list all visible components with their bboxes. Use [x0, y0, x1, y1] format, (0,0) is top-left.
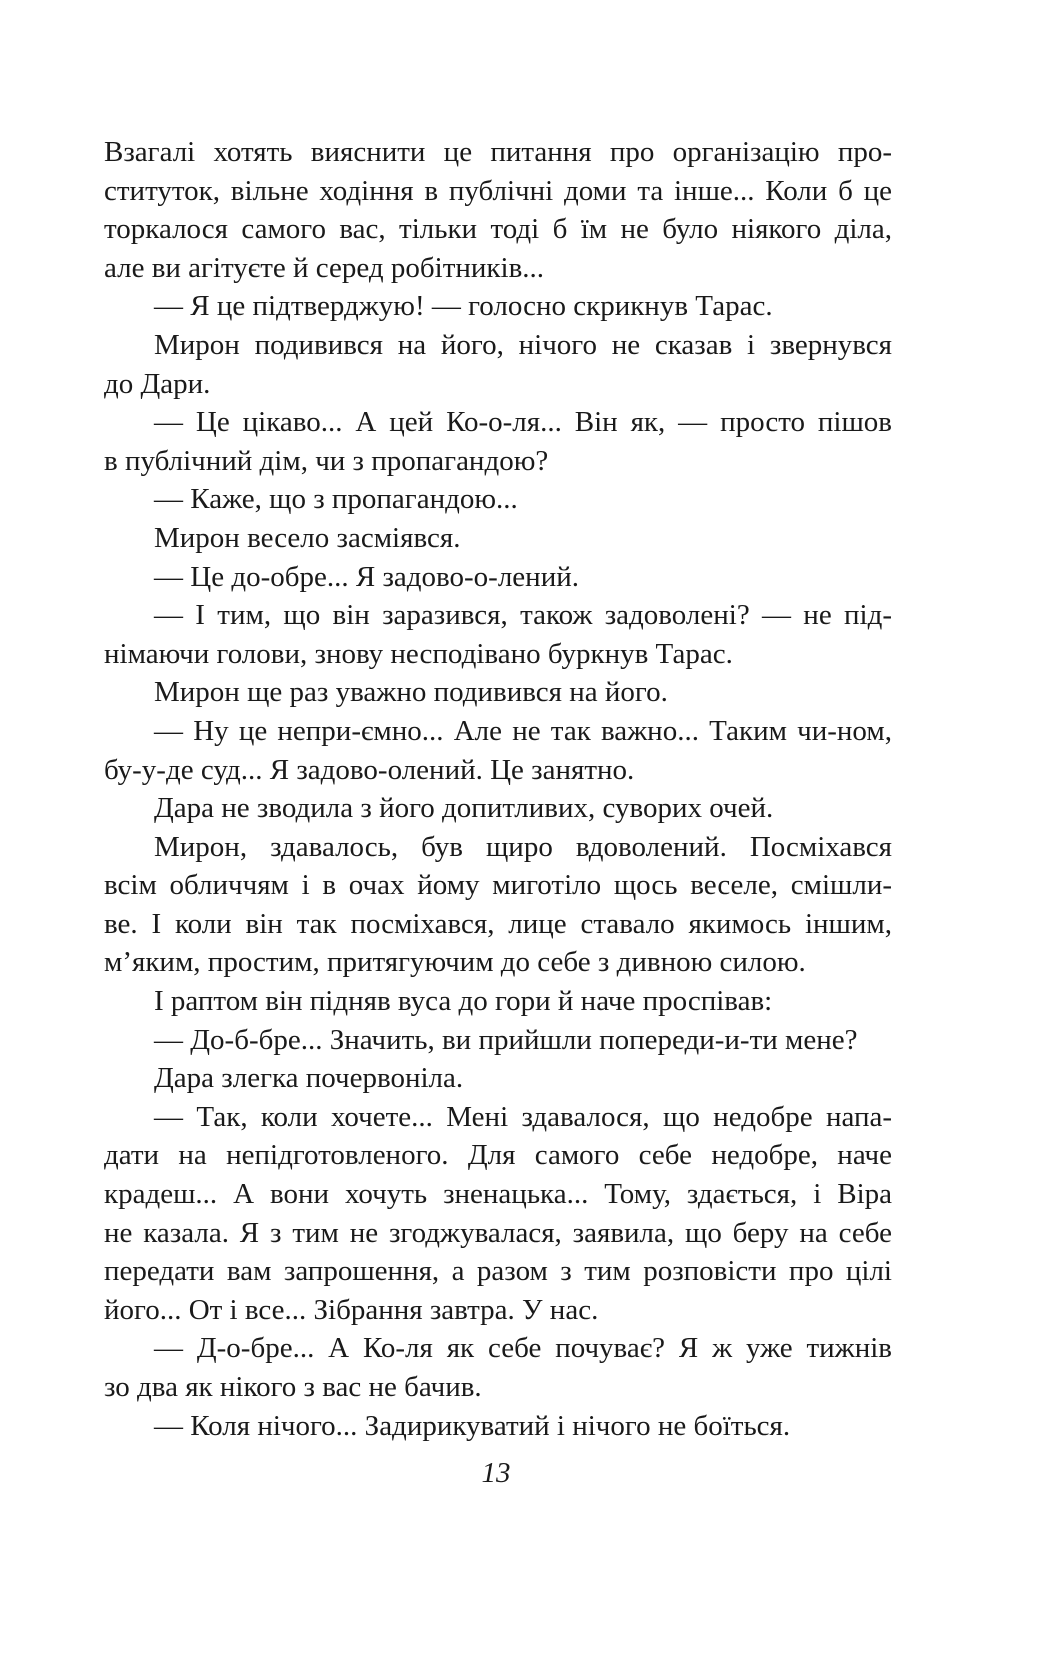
text-line: м’яким, простим, притягуючим до себе з дивною силою.: [104, 946, 806, 979]
text-line: не казала. Я з тим не згоджувалася, заявила, що беру на себе: [104, 1216, 892, 1249]
text-line: до Дари.: [104, 367, 211, 400]
text-line: але ви агітуєте й серед робітників...: [104, 251, 545, 284]
text-line: Мирон ще раз уважно подивився на його.: [154, 676, 668, 709]
text-line: в публічний дім, чи з пропагандою?: [104, 444, 549, 477]
text-line: — Ну це непри-ємно... Але не так важно... Таким чи-ном,: [154, 714, 892, 747]
text-line: крадеш... А вони хочуть зненацька... Тому, здається, і Віра: [104, 1178, 892, 1211]
text-line: — Коля нічого... Задирикуватий і нічого не боїться.: [154, 1409, 791, 1442]
text-line: Мирон, здавалось, був щиро вдоволений. Посміхався: [154, 830, 892, 863]
text-line: — Каже, що з пропагандою...: [154, 483, 518, 516]
text-line: Мирон весело засміявся.: [154, 521, 461, 554]
text-line: — Я це підтверджую! — голосно скрикнув Тарас.: [154, 290, 773, 323]
text-line: Взагалі хотять вияснити це питання про організацію про-: [104, 136, 892, 168]
text-line: передати вам запрошення, а разом з тим розповісти про цілі: [104, 1255, 892, 1288]
page-number: 13: [481, 1457, 511, 1489]
text-line: ве. І коли він так посміхався, лице ставало якимось іншим,: [104, 907, 892, 940]
text-line: торкалося самого вас, тільки тоді б їм не було ніякого діла,: [104, 213, 892, 246]
text-line: — Д-о-бре... А Ко-ля як себе почуває? Я ж уже тижнів: [154, 1332, 892, 1365]
text-line: Дара злегка почервоніла.: [154, 1062, 464, 1095]
body-text: [104, 133, 892, 1445]
text-line: його... От і все... Зібрання завтра. У нас.: [104, 1293, 599, 1326]
text-line: — Так, коли хочете... Мені здавалося, що недобре напа-: [154, 1100, 892, 1133]
text-line: ституток, вільне ходіння в публічні доми та інше... Коли б це: [104, 174, 892, 207]
text-line: всім обличчям і в очах йому миготіло щось веселе, смішли-: [104, 869, 892, 902]
text-line: німаючи голови, знову несподівано буркнув Тарас.: [104, 637, 733, 670]
text-line: Мирон подивився на його, нічого не сказав і звернувся: [154, 328, 892, 361]
text-line: — Це до-обре... Я задово-о-лений.: [154, 560, 579, 593]
text-line: Дара не зводила з його допитливих, суворих очей.: [154, 792, 774, 825]
text-line: І раптом він підняв вуса до гори й наче проспівав:: [154, 985, 773, 1018]
text-line: зо два як нікого з вас не бачив.: [104, 1371, 482, 1403]
text-line: — І тим, що він заразився, також задоволені? — не під-: [154, 599, 892, 632]
text-line: дати на непідготовленого. Для самого себе недобре, наче: [104, 1139, 892, 1172]
text-line: — До-б-бре... Значить, ви прийшли попереди-и-ти мене?: [154, 1023, 858, 1056]
text-line: — Це цікаво... А цей Ко-о-ля... Він як, — просто пішов: [154, 406, 892, 439]
text-line: бу-у-де суд... Я задово-олений. Це занятно.: [104, 753, 635, 786]
